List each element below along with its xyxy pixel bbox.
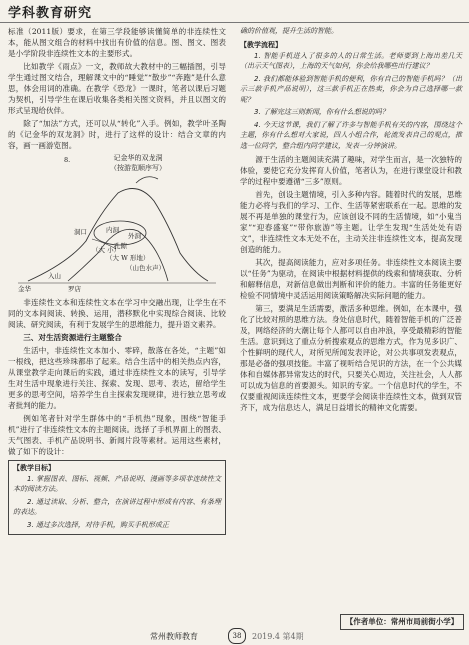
right-column (240, 26, 462, 415)
map-label: 罗店 (68, 285, 81, 293)
box-item: 3. 了解完这三则新闻，你有什么想说的吗？ (254, 108, 389, 116)
box-item: 3. 通过多次选择，对待手机，购买手机形成正 (27, 520, 169, 529)
map-label: 内洞 (106, 226, 119, 234)
section-header-title: 学科教育研究 (8, 6, 93, 21)
paragraph: 比如教学《雨点》一文，教师故大教材中的三幅插图，引导学生通过图文结合，理解课文中的“睡觉”“散步”“奔跑”是什么意思，体会用词的准确。在教学《恐龙》一课时，笔者以课后习题为契机，引导学生在课后收集各类相关图文资料，并且以图文的形式呈现给伙伴。 (8, 62, 226, 115)
paragraph: 源于生活的主题阅读充满了趣味，对学生而言，是一次独特的体验，要使它充分发挥育人价值，笔者认为，在进行课堂设计和教学的过程中要遵循“三多”原则。 (240, 155, 462, 186)
left-column (8, 26, 226, 538)
footer-issue: 2019.4 第4期 (252, 632, 304, 641)
teaching-process-box (240, 40, 462, 151)
paragraph: 确的价值观，提升生活的智能。 (240, 27, 338, 35)
paragraph: 生活中，非连续性文本加小、零碎，散落在各处，“主题”如一根线，把这些珍珠都串了起来。结合生活中的相关热点内容，从课堂教学走向课后的实践，通过非连续性文本的读写，引导学生对生活中现象进行关注、探索、发现、思考、表达，留给学生更多的思考空间，培养学生自主探索发现规律，进行独立思考或者批判的能力。 (8, 346, 226, 410)
map-label: （大 W 形地） (106, 254, 150, 262)
map-label: 孔隙 (114, 242, 127, 250)
figure-number: 8. (64, 156, 71, 164)
box-item: 1. 掌握图表、图标、视频、产品说明、漫画等多项非连续性文本的阅读方法。 (13, 474, 221, 493)
map-label: 洞口 (74, 228, 87, 236)
map-label: 金华 (18, 285, 31, 293)
teaching-goals-box (8, 460, 226, 535)
mountain-sketch (8, 153, 226, 293)
paragraph: 例如笔者针对学生群体中的“手机热”现象，围绕“智能手机”进行了非连续性文本的主题阅读。选择了手机界面上的图表、天气图表、手机产品说明书、新闻片段等素材。运用这些素材，做了如下的设计： (8, 414, 226, 456)
footer-journal-name: 常州教师教育 (150, 632, 198, 641)
box-heading: 【教学目标】 (13, 464, 55, 472)
box-item: 2. 我们都能体验到智能手机的便利，你有自己的智能手机吗？（出示三款手机产品说明），这三款手机正在热卖，你会为自己选择哪一款呢？ (240, 74, 462, 104)
box-item: 2. 通过读取、分析、整合，在演讲过程中形成有内容、有条理的表达。 (13, 497, 221, 516)
author-affiliation: 【作者单位：常州市局前街小学】 (340, 614, 464, 630)
map-label: （大 小） (92, 246, 121, 254)
paragraph: 除了“加法”方式，还可以从“转化”入手。例如，教学叶圣陶的《记金华的双龙洞》时，进行了这样的设计：结合文章的内容，画一画游览图。 (8, 119, 226, 150)
paragraph: 其次，提高阅读能力，应对多项任务。非连续性文本阅读主要以“任务”为驱动，在阅读中根据材料提供的线索和情境获取、分析和解释信息，对新信息做出判断和评价的能力。丰富的任务能更好检验不同情境中灵活运用阅读策略解决实际问题的能力。 (240, 258, 462, 300)
paragraph: 标准（2011版）要求，在第三学段能够读懂简单的非连续性文本，能从图文组合的材料中找出有价值的信息。图、图文、图表是小学阶段非连续性文本的主要形式。 (8, 27, 226, 58)
map-label: 入山 (48, 272, 61, 280)
figure-title: 记金华的双龙洞 (113, 154, 163, 162)
box-item: 1. 智能手机进入了很多的人的日常生活。老师要到上海出差几天（出示天气图表），上海的天气如何，你会给我哪些出行建议？ (240, 51, 462, 70)
map-label: 外洞 (128, 232, 141, 240)
section-heading: 三、对生活资源进行主题整合 (23, 333, 122, 342)
page-number: 38 (228, 628, 246, 644)
figure-subtitle: （按游览顺序写） (110, 164, 166, 172)
box-heading: 【教学流程】 (240, 41, 282, 49)
tour-map-figure (8, 153, 226, 293)
paragraph: 首先，创设主题情境，引入多种内容。随着时代的发展，思维能力必将与我们的学习、工作、生活等紧密联系在一起。思维的发展不再是单独的课堂行为，应该创设不同的生活情境，如“小鬼当家”“迎春盛宴”“带你旅游”等主题。让学生发现“生活处处有语文”，非连续性文本无处不在，主动关注非连续性文本，提高发现创造的能力。 (240, 190, 462, 254)
paragraph: 非连续性文本和连续性文本在学习中交融出现，让学生在不同的文本间阅读、转换、运用，潜移默化中实现综合阅读、比较阅读、研究阅读，有利于发展学生的思维能力，提升语文素养。 (8, 298, 226, 329)
box-item: 4. 今天这节课，我们了解了许多与智能手机有关的内容，围绕这个主题，你有什么想对大家说，四人小组合作，轮流发表自己的观点，推选一位同学，整合组内同学建议，发表一分钟演讲。 (240, 120, 462, 150)
paragraph: 第三，要满足生活需要，激活多种思维。例如，在本课中，强化了比较对照的思维方法。身处信息时代，随着智能手机的广泛普及，网络经济的大潮让每个人都可以自由冲浪，享受最精彩的智能生活。意识到这了重点分析搜索观点的思维方式，作为见多识广、个性鲜明的现代人，对所见所闻发表评论，对公共事项发表观点，那是必备的强项技能。丰富了视听结合见识的方法，在一个公共媒体和自媒体都异常发达的时代，只要关心周边，关注社会，人人都可以成为信息的首要源头。知识的专家。一个信息时代的学生，不仅要重视阅读连续性文本，更要学会阅读非连续性文本，做到双管齐下，成为信息达人，满足日益增长的精神文化需要。 (240, 304, 462, 412)
map-label: （山色水声） (126, 264, 165, 272)
page-header (0, 0, 469, 23)
